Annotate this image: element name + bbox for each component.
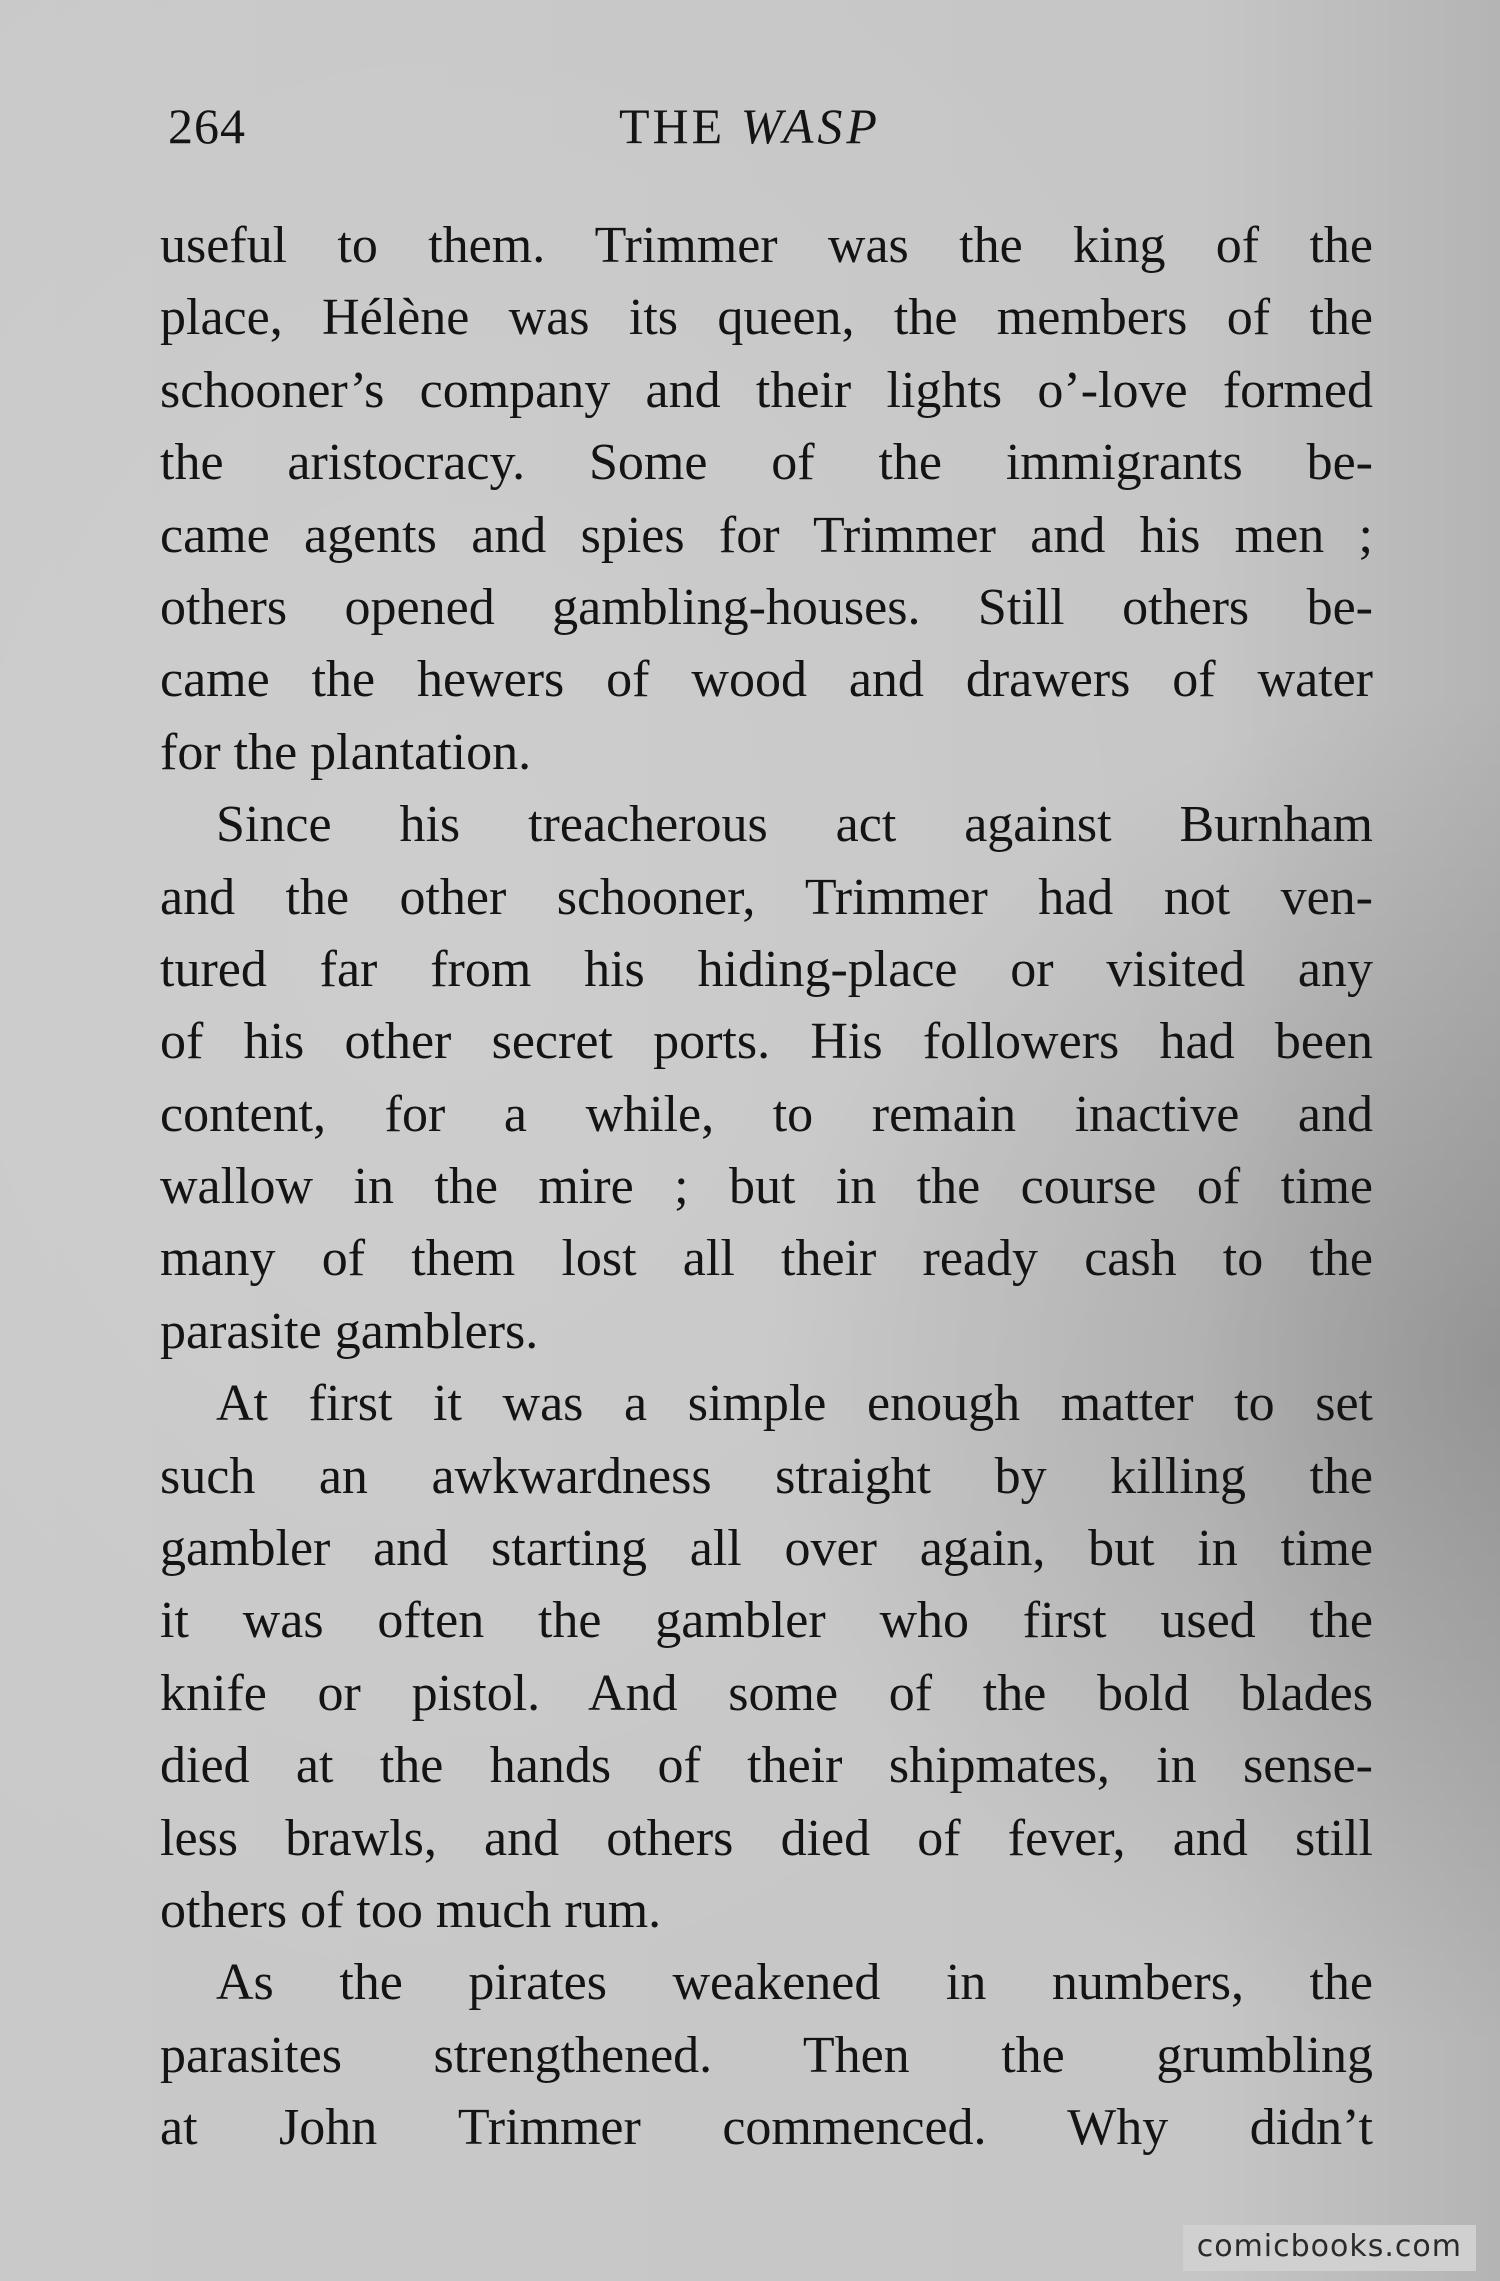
text-line: At first it was a simple enough matter to set <box>216 1375 1373 1433</box>
text-line: place, Hélène was its queen, the members of the <box>160 289 1373 347</box>
text-line: others opened gambling-houses. Still others be- <box>160 578 1373 636</box>
text-line: parasite gamblers. <box>160 1302 539 1360</box>
paragraph <box>160 1368 1373 1947</box>
text-line: for the plantation. <box>160 723 532 781</box>
paragraph <box>160 1947 1373 2164</box>
page-number: 264 <box>168 98 246 154</box>
text-line: useful to them. Trimmer was the king of the <box>160 217 1373 274</box>
text-line: and the other schooner, Trimmer had not ven- <box>160 868 1373 926</box>
text-line: came the hewers of wood and drawers of water <box>160 651 1373 709</box>
body-text <box>160 210 1373 2165</box>
text-line: Since his treacherous act against Burnham <box>216 796 1373 854</box>
text-line: died at the hands of their shipmates, in sense- <box>160 1737 1373 1795</box>
running-head <box>0 96 1500 156</box>
running-head-title: WASP <box>740 98 881 154</box>
paragraph <box>160 210 1373 789</box>
text-line: many of them lost all their ready cash to the <box>160 1230 1373 1288</box>
text-line: parasites strengthened. Then the grumbling <box>160 2026 1373 2084</box>
text-line: tured far from his hiding-place or visited any <box>160 940 1373 998</box>
text-line: knife or pistol. And some of the bold blades <box>160 1664 1373 1722</box>
text-line: the aristocracy. Some of the immigrants be- <box>160 434 1373 492</box>
watermark: comicbooks.com <box>1183 2225 1476 2271</box>
text-line: less brawls, and others died of fever, and still <box>160 1809 1373 1867</box>
text-line: it was often the gambler who first used the <box>160 1592 1373 1650</box>
text-line: gambler and starting all over again, but in time <box>160 1520 1373 1578</box>
running-head-prefix: THE <box>619 98 726 154</box>
text-line: at John Trimmer commenced. Why didn’t <box>160 2099 1373 2157</box>
text-line: such an awkwardness straight by killing the <box>160 1447 1373 1505</box>
text-line: came agents and spies for Trimmer and his men ; <box>160 506 1373 564</box>
text-line: As the pirates weakened in numbers, the <box>216 1954 1373 2012</box>
text-line: wallow in the mire ; but in the course of time <box>160 1158 1373 1216</box>
paragraph <box>160 789 1373 1368</box>
text-line: of his other secret ports. His followers had been <box>160 1013 1373 1071</box>
text-line: content, for a while, to remain inactive and <box>160 1085 1373 1143</box>
text-line: schooner’s company and their lights o’-love formed <box>160 361 1373 419</box>
text-line: others of too much rum. <box>160 1881 662 1939</box>
